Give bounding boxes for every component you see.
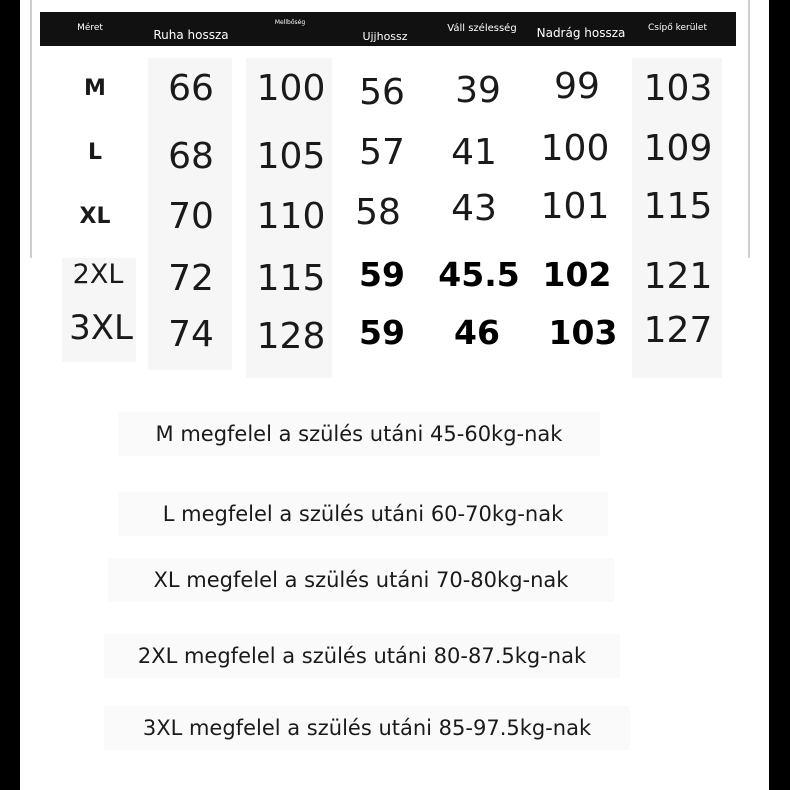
size-note: L megfelel a szülés utáni 60-70kg-nak bbox=[118, 492, 608, 536]
table-cell: 59 bbox=[359, 312, 405, 352]
size-label: 2XL bbox=[72, 258, 124, 290]
table-cell: 59 bbox=[359, 254, 405, 294]
table-cell: 101 bbox=[540, 185, 610, 227]
table-cell: 110 bbox=[256, 195, 326, 237]
table-cell: 72 bbox=[168, 257, 214, 299]
table-cell: 45.5 bbox=[438, 254, 520, 294]
table-cell: 68 bbox=[168, 135, 214, 177]
header-sleeve: Ujjhossz bbox=[362, 30, 408, 44]
size-note: 2XL megfelel a szülés utáni 80-87.5kg-nak bbox=[104, 634, 620, 678]
table-cell: 56 bbox=[359, 71, 405, 113]
table-cell: 57 bbox=[359, 131, 405, 173]
table-cell: 128 bbox=[256, 315, 326, 357]
header-size: Méret bbox=[77, 23, 103, 34]
size-label: XL bbox=[79, 203, 111, 229]
table-cell: 109 bbox=[643, 127, 713, 169]
table-header bbox=[40, 12, 736, 46]
header-bust: Mellbőség bbox=[274, 19, 306, 26]
table-cell: 100 bbox=[540, 127, 610, 169]
header-pants-length: Nadrág hossza bbox=[536, 25, 626, 40]
frame-line-left bbox=[30, 0, 32, 258]
table-cell: 115 bbox=[643, 185, 713, 227]
header-shoulder: Váll szélesség bbox=[447, 22, 517, 34]
table-cell: 127 bbox=[643, 309, 713, 351]
table-cell: 66 bbox=[168, 67, 214, 109]
table-cell: 105 bbox=[256, 135, 326, 177]
table-cell: 74 bbox=[168, 313, 214, 355]
table-cell: 121 bbox=[643, 255, 713, 297]
size-note: 3XL megfelel a szülés utáni 85-97.5kg-nak bbox=[104, 706, 630, 750]
table-cell: 41 bbox=[451, 131, 497, 173]
table-cell: 43 bbox=[451, 187, 497, 229]
table-cell: 102 bbox=[542, 254, 612, 294]
table-cell: 58 bbox=[355, 191, 401, 233]
size-label: M bbox=[84, 75, 106, 101]
header-hip: Csípő kerület bbox=[648, 23, 707, 34]
table-cell: 103 bbox=[548, 312, 618, 352]
frame-line-right bbox=[748, 0, 750, 258]
table-cell: 46 bbox=[454, 312, 500, 352]
size-label: L bbox=[87, 139, 103, 165]
header-length: Ruha hossza bbox=[153, 27, 229, 42]
table-cell: 99 bbox=[554, 65, 600, 107]
table-cell: 103 bbox=[643, 67, 713, 109]
table-cell: 100 bbox=[256, 67, 326, 109]
table-cell: 115 bbox=[256, 257, 326, 299]
table-cell: 70 bbox=[168, 195, 214, 237]
size-label: 3XL bbox=[69, 308, 133, 348]
size-note: XL megfelel a szülés utáni 70-80kg-nak bbox=[108, 558, 614, 602]
size-note: M megfelel a szülés utáni 45-60kg-nak bbox=[118, 412, 600, 456]
table-cell: 39 bbox=[455, 69, 501, 111]
